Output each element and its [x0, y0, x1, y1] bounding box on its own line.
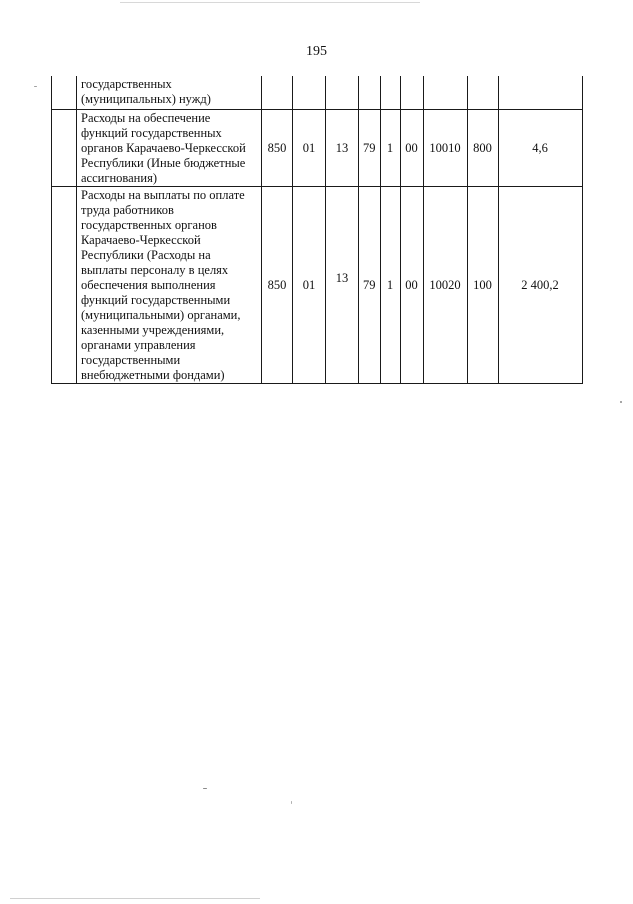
main-activity-cell [400, 76, 423, 110]
description-cell [77, 110, 262, 187]
subsection-value: 13 [335, 270, 349, 285]
row-number-cell [52, 187, 77, 384]
description-line: труда работников [81, 203, 174, 217]
description-cell [77, 187, 262, 384]
description-line: обеспечения выполнения [81, 278, 216, 292]
description-line: органами управления [81, 338, 196, 352]
description-line: функций государственных [81, 126, 222, 140]
direction-cell: 10010 [423, 110, 467, 187]
description-line: выплаты персоналу в целях [81, 263, 229, 277]
amount-cell [498, 76, 582, 110]
main-activity-cell: 00 [400, 110, 423, 187]
subprogram-cell: 1 [380, 110, 400, 187]
scan-artifact-dot [620, 401, 622, 403]
description-line: Карачаево-Черкесской [81, 233, 201, 247]
row-number-cell [52, 110, 77, 187]
description-line: Республики (Расходы на [81, 248, 211, 262]
section-cell: 01 [293, 187, 326, 384]
amount-cell: 4,6 [498, 110, 582, 187]
description-line: государственных органов [81, 218, 217, 232]
direction-cell [423, 76, 467, 110]
page-number: 195 [306, 44, 327, 59]
description-line: Расходы на обеспечение [81, 111, 211, 125]
description-line: (муниципальными) органами, [81, 308, 241, 322]
description-line: ассигнования) [81, 171, 157, 185]
program-cell [359, 76, 381, 110]
subprogram-cell: 1 [380, 187, 400, 384]
description-line: казенными учреждениями, [81, 323, 225, 337]
table-row [52, 76, 583, 110]
scan-artifact-dot [34, 86, 37, 87]
description-line: государственных [81, 77, 172, 91]
description-cell [77, 76, 262, 110]
scan-artifact-dot [203, 788, 207, 789]
amount-cell: 2 400,2 [498, 187, 582, 384]
ministry-code-cell [262, 76, 293, 110]
row-number-cell [52, 76, 77, 110]
description-line: государственными [81, 353, 181, 367]
scan-artifact-top [120, 2, 420, 3]
table-row [52, 187, 583, 384]
description-line: органов Карачаево-Черкесской [81, 141, 246, 155]
ministry-code-cell: 850 [262, 187, 293, 384]
expense-type-cell: 800 [467, 110, 498, 187]
budget-table [51, 76, 583, 384]
subsection-cell: 13 [326, 110, 359, 187]
program-cell: 79 [359, 110, 381, 187]
subprogram-cell [380, 76, 400, 110]
description-line: Расходы на выплаты по оплате [81, 188, 245, 202]
expense-type-cell: 100 [467, 187, 498, 384]
subsection-cell [326, 187, 359, 384]
description-line: функций государственными [81, 293, 231, 307]
description-line: Республики (Иные бюджетные [81, 156, 246, 170]
main-activity-cell: 00 [400, 187, 423, 384]
scan-artifact-dot [291, 801, 292, 804]
section-cell: 01 [293, 110, 326, 187]
description-line: (муниципальных) нужд) [81, 92, 211, 106]
description-line: внебюджетными фондами) [81, 368, 225, 382]
table-row [52, 110, 583, 187]
subsection-cell [326, 76, 359, 110]
direction-cell: 10020 [423, 187, 467, 384]
ministry-code-cell: 850 [262, 110, 293, 187]
scan-artifact-bottom [10, 898, 260, 899]
section-cell [293, 76, 326, 110]
program-cell: 79 [359, 187, 381, 384]
expense-type-cell [467, 76, 498, 110]
